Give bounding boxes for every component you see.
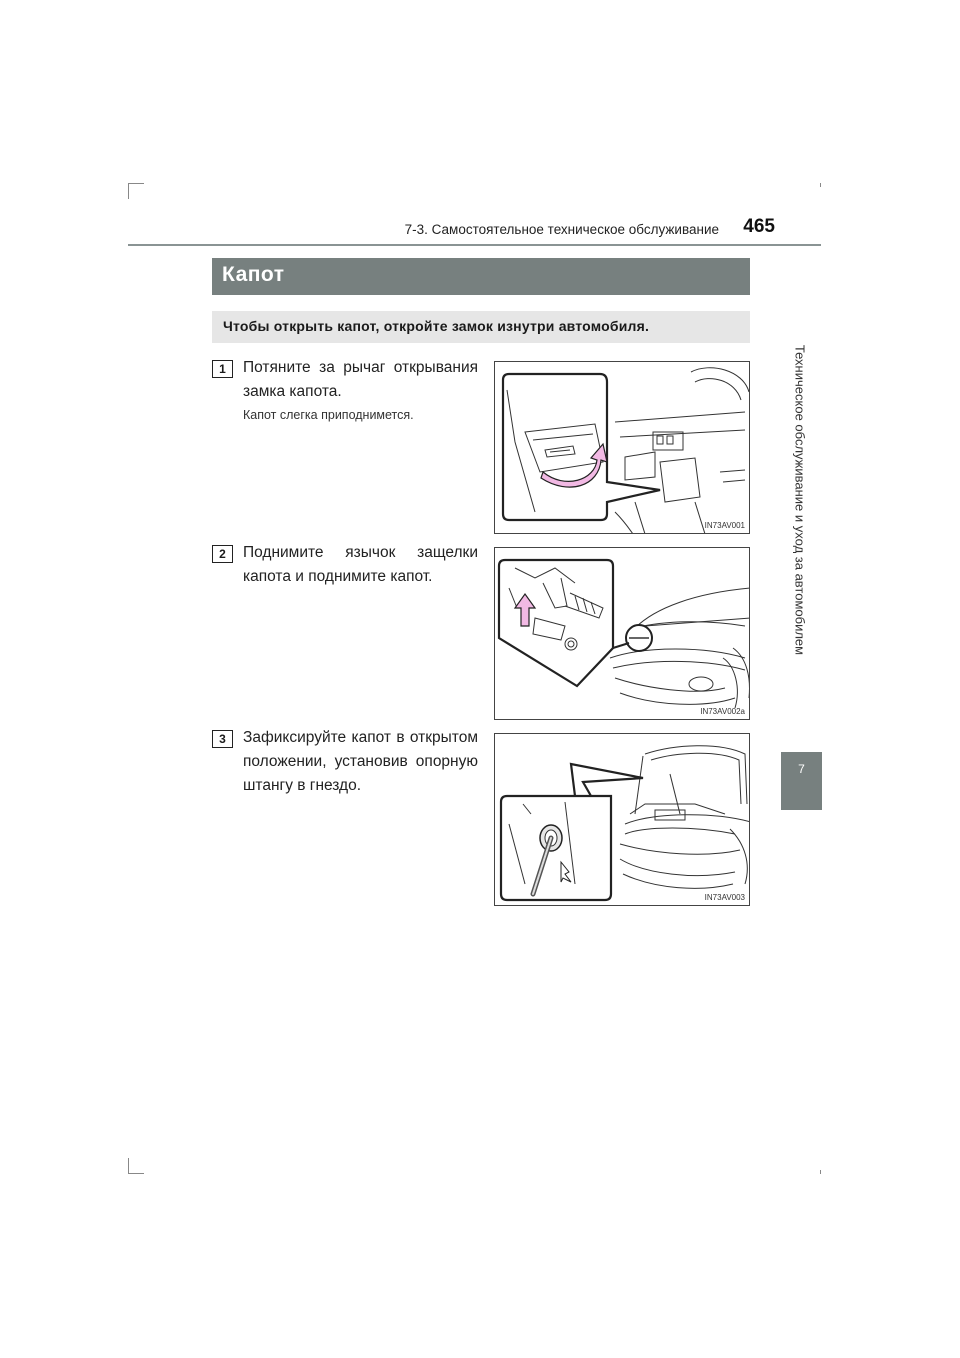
hood-latch-drawing	[495, 548, 750, 720]
step-text: Зафиксируйте капот в открытом положении, установив опорную штангу в гнездо.	[243, 729, 478, 794]
chapter-tab[interactable]	[781, 752, 822, 810]
crop-mark	[128, 183, 129, 199]
crop-mark	[128, 1158, 129, 1174]
crop-mark	[820, 183, 821, 187]
section-title: Капот	[222, 263, 285, 286]
crop-mark	[128, 1173, 144, 1174]
crop-mark	[128, 183, 144, 184]
header-section-title: 7-3. Самостоятельное техническое обслуживание	[404, 222, 719, 237]
intro-bar	[212, 311, 750, 343]
figure-code: IN73AV003	[704, 893, 745, 902]
header-rule	[128, 244, 821, 246]
step-number-badge: 1	[212, 360, 233, 378]
step-1-illustration	[494, 361, 750, 534]
page-number: 465	[743, 216, 775, 237]
step-text: Поднимите язычок защелки капота и поднимите капот.	[243, 544, 478, 585]
hood-support-rod-drawing	[495, 734, 750, 906]
step-number-badge: 2	[212, 545, 233, 563]
section-title-bar	[212, 258, 750, 295]
step-note: Капот слегка приподнимется.	[243, 408, 414, 422]
intro-text: Чтобы открыть капот, откройте замок изнутри автомобиля.	[223, 318, 650, 334]
chapter-number: 7	[798, 762, 805, 776]
step-3-illustration	[494, 733, 750, 906]
step-text: Потяните за рычаг открывания замка капота.	[243, 359, 478, 400]
figure-code: IN73AV001	[704, 521, 745, 530]
hood-release-lever-drawing	[495, 362, 750, 534]
step-2-illustration	[494, 547, 750, 720]
side-chapter-label	[776, 250, 824, 750]
side-chapter-title: Техническое обслуживание и уход за автомобилем	[792, 344, 808, 656]
crop-mark	[820, 1170, 821, 1174]
step-number-badge: 3	[212, 730, 233, 748]
figure-code: IN73AV002a	[700, 707, 745, 716]
